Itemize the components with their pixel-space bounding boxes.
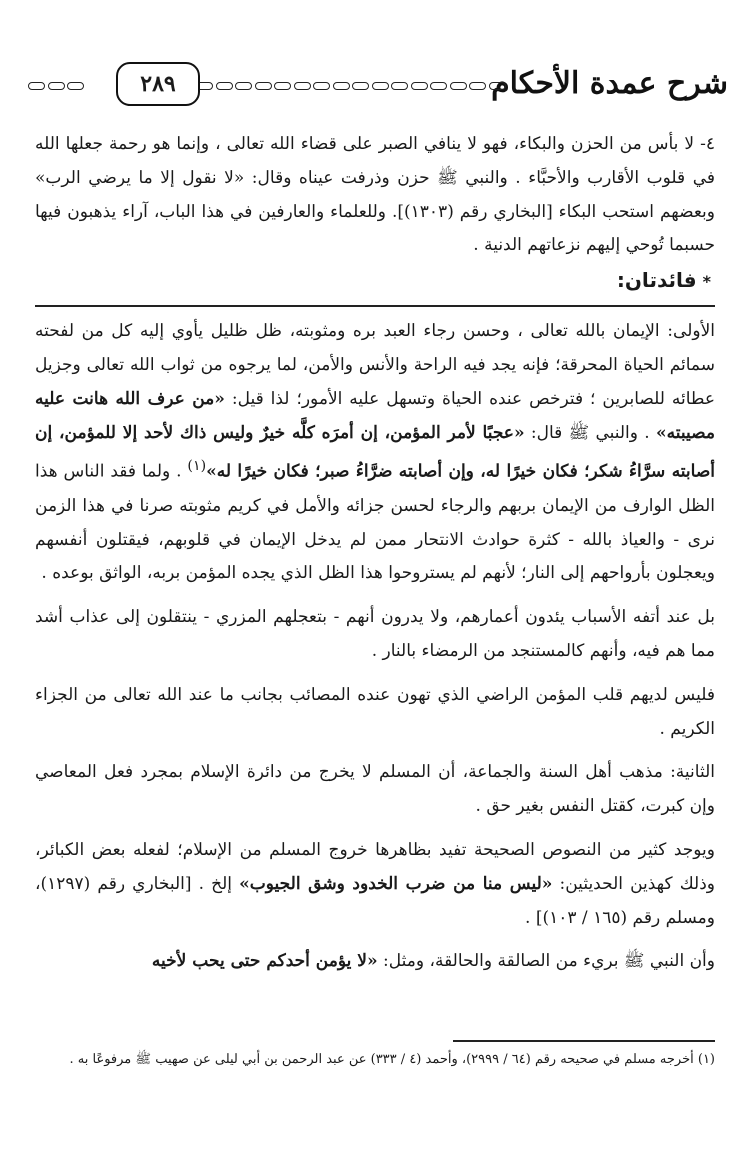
star-icon: * (702, 272, 711, 292)
paragraph-second-benefit: الثانية: مذهب أهل السنة والجماعة، أن المسلم لا يخرج من دائرة الإسلام بمجرد فعل المعاصي وإن كبرت، كقتل النفس بغير حق . (35, 762, 715, 817)
paragraph-suicide: بل عند أتفه الأسباب يئدون أعمارهم، ولا يدرون أنهم - بتعجلهم المزري - ينتقلون إلى عذاب أشد مما هم فيه، وأنهم كالمستنجد من الرمضاء بالنار . (35, 607, 715, 662)
footnote-text: (١) أخرجه مسلم في صحيحه رقم (٦٤ / ٢٩٩٩)، وأحمد (٤ / ٣٣٣) عن عبد الرحمن بن أبي ليلى عن صهيب ﷺ مرفوعًا به . (69, 1052, 715, 1067)
paragraph-prophet: وأن النبي ﷺ بريء من الصالقة والحالقة، ومثل: «لا يؤمن أحدكم حتى يحب لأخيه (151, 951, 715, 972)
page-header (28, 62, 728, 122)
footnote (35, 1048, 715, 1072)
quote-hadith-believer: «عجبًا لأمر المؤمن، إن أمرَه كلَّه خيرٌ وليس ذاك لأحد إلا للمؤمن، إن أصابته سرَّاءُ شكر؛ فكان خيرًا له، وإن أصابته ضرَّاءُ صبر؛ فكان خيرًا له» (35, 422, 716, 483)
paragraph-crying: ٤- لا بأس من الحزن والبكاء، فهو لا ينافي الصبر على قضاء الله تعالى ، وإنما هو رحمة جعلها الله في قلوب الأقارب والأحبَّاء . والنبي ﷺ حزن وذرفت عيناه وقال: «لا نقول إلا ما يرضي الرب» وبعضهم استحب البكاء [البخاري رقم (١٣٠٣)]. وللعلماء والعارفين في هذا الباب، آراء يذهبون فيها حسبما تُوحي إليهم نزعاتهم الدنية . (35, 134, 715, 256)
page-number: ٢٨٩ (116, 62, 200, 106)
section-heading (35, 263, 715, 299)
footnote-marker: (١) (187, 458, 207, 475)
footnote-divider (453, 1040, 715, 1042)
quote-hadith-brother: «لا يؤمن أحدكم حتى يحب لأخيه (151, 951, 378, 972)
paragraph-believer-heart: فليس لديهم قلب المؤمن الراضي الذي تهون عنده المصائب بجانب ما عند الله تعالى من الجزاء الكريم . (35, 684, 715, 739)
page-content (35, 128, 715, 979)
header-ornament (196, 82, 506, 94)
paragraph-texts: ويوجد كثير من النصوص الصحيحة تفيد بظاهرها خروج المسلم من الإسلام؛ لفعله بعض الكبائر، وذلك كهذين الحديثين: «ليس منا من ضرب الخدود وشق الجيوب» إلخ . [البخاري رقم (١٢٩٧)، ومسلم رقم (١٦٥ / ١٠٣)] . (35, 840, 716, 928)
quote-hadith: «من عرف الله هانت عليه مصيبته» (35, 388, 716, 443)
heading-text: فائدتان: (616, 268, 697, 293)
quote-hadith-cheeks: «ليس منا من ضرب الخدود وشق الجيوب» (239, 873, 553, 894)
book-title: شرح عمدة الأحكام (491, 66, 728, 101)
heading-divider (35, 305, 715, 307)
paragraph-first-benefit: الأولى: الإيمان بالله تعالى ، وحسن رجاء العبد بره ومثوبته، ظل ظليل يأوي إليه كل من لفحته سمائم الحياة المحرقة؛ فإنه يجد فيه الراحة والأنس والأمن، لما يرجوه من ثواب الله تعالى وجزيل عطائه للصابرين ؛ فترخص عنده الحياة وتسهل عليه الأمور؛ لذا قيل: «من عرف الله هانت عليه مصيبته» . والنبي ﷺ قال: «عجبًا لأمر المؤمن، إن أمرَه كلَّه خيرٌ وليس ذاك لأحد إلا للمؤمن، إن أصابته سرَّاءُ شكر؛ فكان خيرًا له، وإن أصابته ضرَّاءُ صبر؛ فكان خيرًا له»$^{(١)}$ . ولما فقد الناس هذا الظل الوارف من الإيمان بربهم والرجاء لحسن جزائه والأمل في كريم مثوبته صرنا في هذا الزمن نرى - والعياذ بالله - كثرة حوادث الانتحار ممن لم يدخل الإيمان في قلوبهم، فيقتلون أنفسهم ويعجلون بأرواحهم إلى النار؛ لأنهم لم يستروحوا هذا الظل الذي يجده المؤمن بربه، الواثق بوعده . (35, 321, 716, 584)
header-ornament-left (28, 82, 84, 94)
